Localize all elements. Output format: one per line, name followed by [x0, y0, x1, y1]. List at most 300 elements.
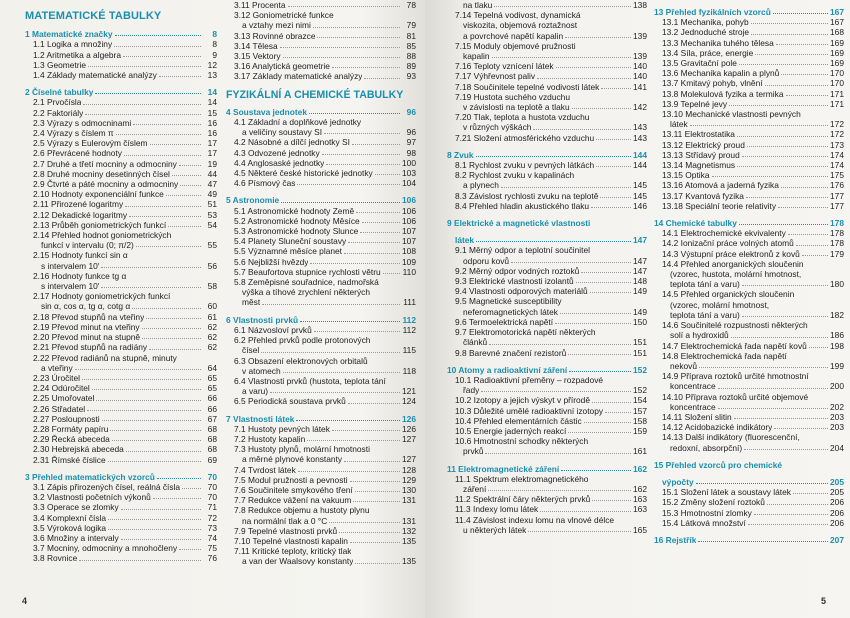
toc-entry[interactable] — [25, 179, 217, 189]
dot-leader — [501, 187, 631, 188]
toc-entry-label: látek — [455, 235, 475, 246]
toc-entry[interactable] — [25, 543, 217, 553]
toc-entry-label: 14.1 Elektrochemické ekvivalenty — [662, 228, 786, 239]
toc-page-number: 177 — [830, 190, 844, 201]
toc-section-heading[interactable] — [226, 107, 416, 117]
toc-page-number: 163 — [633, 494, 647, 505]
toc-entry[interactable] — [654, 228, 844, 238]
toc-entry[interactable] — [25, 332, 217, 342]
toc-entry[interactable] — [654, 371, 844, 381]
dot-leader — [747, 146, 828, 147]
toc-entry[interactable] — [226, 546, 416, 556]
toc-entry[interactable] — [25, 383, 217, 393]
toc-section-heading[interactable] — [654, 477, 844, 487]
toc-entry[interactable] — [447, 266, 647, 276]
toc-entry-label: 11.4 Závislost indexu lomu na vlnové délce — [455, 514, 615, 525]
toc-entry-label: funkcí v intervalu (0; π/2) — [41, 240, 134, 251]
toc-entry[interactable] — [25, 138, 217, 148]
toc-entry[interactable] — [25, 50, 217, 60]
toc-entry-label: 14.10 Příprava roztoků určité objemové — [662, 391, 809, 402]
toc-section-heading[interactable] — [25, 29, 217, 39]
dot-leader — [560, 313, 631, 314]
toc-entry-continuation[interactable] — [654, 279, 844, 289]
toc-entry[interactable] — [654, 140, 844, 150]
toc-entry[interactable] — [447, 112, 647, 122]
toc-entry[interactable] — [447, 92, 647, 102]
toc-entry-label: 2.4 Výrazy s číslem π — [33, 128, 114, 139]
toc-entry[interactable] — [447, 191, 647, 201]
toc-page-number: 147 — [633, 235, 647, 246]
toc-entry[interactable] — [25, 553, 217, 563]
toc-page-number: 127 — [402, 454, 416, 465]
toc-entry[interactable] — [654, 289, 844, 299]
toc-entry[interactable] — [25, 424, 217, 434]
toc-section-heading[interactable] — [654, 7, 844, 17]
toc-page-number: 170 — [830, 68, 844, 79]
toc-entry[interactable] — [447, 276, 647, 286]
toc-section-heading[interactable] — [447, 365, 647, 375]
toc-entry-label: 2.25 Umořovatel — [33, 393, 95, 404]
dot-leader — [492, 57, 631, 58]
toc-entry[interactable] — [226, 168, 416, 178]
toc-entry[interactable] — [226, 61, 416, 71]
toc-entry[interactable] — [654, 38, 844, 48]
toc-entry-label: 6.1 Názvosloví prvků — [234, 324, 312, 335]
toc-entry-continuation[interactable] — [654, 269, 844, 279]
toc-entry[interactable] — [654, 191, 844, 201]
toc-entry-continuation[interactable] — [654, 443, 844, 453]
toc-page-number: 69 — [207, 454, 217, 465]
dot-leader — [383, 273, 400, 274]
toc-section-heading[interactable] — [25, 472, 217, 482]
toc-entry[interactable] — [25, 271, 217, 281]
toc-entry-label: 11.1 Spektrum elektromagnetického — [455, 473, 589, 484]
toc-entry-label: 5.6 Nejbližší hvězdy — [234, 256, 309, 267]
toc-entry-continuation[interactable] — [25, 261, 217, 271]
toc-page-number: 167 — [830, 17, 844, 28]
toc-entry[interactable] — [226, 526, 416, 536]
toc-entry[interactable] — [226, 495, 416, 505]
dot-leader — [123, 56, 201, 57]
toc-entry[interactable] — [25, 108, 217, 118]
toc-entry-continuation[interactable] — [654, 119, 844, 129]
toc-entry[interactable] — [447, 515, 647, 525]
toc-entry[interactable] — [654, 78, 844, 88]
toc-page-number: 66 — [207, 393, 217, 404]
toc-entry[interactable] — [25, 148, 217, 158]
dot-leader — [773, 13, 828, 14]
toc-page-number: 124 — [402, 396, 416, 407]
toc-entry[interactable] — [226, 236, 416, 246]
toc-entry[interactable] — [226, 31, 416, 41]
toc-entry[interactable] — [447, 160, 647, 170]
toc-entry[interactable] — [654, 249, 844, 259]
toc-entry[interactable] — [654, 487, 844, 497]
toc-entry[interactable] — [226, 71, 416, 81]
dot-leader — [300, 321, 400, 322]
toc-entry-continuation[interactable] — [226, 345, 416, 355]
toc-entry[interactable] — [25, 434, 217, 444]
toc-page-number: 143 — [633, 132, 647, 143]
toc-entry[interactable] — [447, 71, 647, 81]
toc-entry-label: 14.7 Elektrochemická řada napětí kovů — [662, 340, 807, 351]
dot-leader — [112, 440, 201, 441]
dot-leader — [329, 522, 400, 523]
toc-entry[interactable] — [654, 129, 844, 139]
toc-entry[interactable] — [447, 348, 647, 358]
toc-entry[interactable] — [447, 170, 647, 180]
dot-leader — [568, 354, 631, 355]
toc-entry-label: 14.3 Výstupní práce elektronů z kovů — [662, 248, 800, 259]
toc-entry-label: 7.4 Tvrdost látek — [234, 464, 296, 475]
toc-entry[interactable] — [226, 10, 416, 20]
toc-section-heading[interactable] — [447, 235, 647, 245]
toc-entry[interactable] — [654, 160, 844, 170]
toc-entry[interactable] — [654, 68, 844, 78]
toc-entry[interactable] — [654, 27, 844, 37]
toc-entry-continuation[interactable] — [226, 556, 416, 566]
toc-entry[interactable] — [226, 117, 416, 127]
toc-entry-continuation[interactable] — [447, 307, 647, 317]
toc-entry[interactable] — [654, 238, 844, 248]
toc-page-number: 175 — [830, 170, 844, 181]
toc-entry[interactable] — [226, 475, 416, 485]
toc-entry[interactable] — [654, 17, 844, 27]
toc-page-number: 85 — [406, 40, 416, 51]
toc-entry[interactable] — [447, 41, 647, 51]
toc-entry[interactable] — [654, 351, 844, 361]
toc-entry-continuation[interactable] — [226, 516, 416, 526]
toc-page-number: 169 — [830, 58, 844, 69]
toc-entry[interactable] — [226, 465, 416, 475]
dot-leader — [809, 347, 828, 348]
toc-entry[interactable] — [447, 327, 647, 337]
toc-entry-continuation[interactable] — [447, 337, 647, 347]
toc-entry[interactable] — [25, 60, 217, 70]
toc-entry[interactable] — [447, 296, 647, 306]
toc-entry-continuation[interactable] — [226, 366, 416, 376]
toc-page-number: 126 — [402, 423, 416, 434]
toc-entry-continuation[interactable] — [226, 297, 416, 307]
toc-entry[interactable] — [226, 434, 416, 444]
toc-entry[interactable] — [447, 436, 647, 446]
toc-entry[interactable] — [226, 267, 416, 277]
toc-entry-continuation[interactable] — [447, 484, 647, 494]
toc-entry-continuation[interactable] — [226, 454, 416, 464]
toc-entry[interactable] — [654, 432, 844, 442]
toc-entry[interactable] — [25, 97, 217, 107]
toc-section-heading[interactable] — [447, 218, 647, 228]
toc-entry[interactable] — [654, 392, 844, 402]
toc-entry[interactable] — [25, 353, 217, 363]
dot-leader — [132, 308, 201, 309]
toc-entry[interactable] — [654, 497, 844, 507]
toc-entry-continuation[interactable] — [25, 363, 217, 373]
toc-entry[interactable] — [654, 320, 844, 330]
dot-leader — [96, 400, 201, 401]
toc-entry[interactable] — [25, 342, 217, 352]
toc-entry-continuation[interactable] — [447, 102, 647, 112]
toc-page-number: 145 — [633, 190, 647, 201]
toc-entry-label: 11.3 Indexy lomu látek — [455, 504, 539, 515]
toc-section-heading[interactable] — [447, 464, 647, 474]
toc-entry-continuation[interactable] — [654, 361, 844, 371]
toc-entry-label: 14.11 Složení slitin — [662, 411, 732, 422]
dot-leader — [600, 197, 631, 198]
toc-page-number: 70 — [207, 481, 217, 492]
toc-entry[interactable] — [447, 406, 647, 416]
dot-leader — [172, 175, 201, 176]
toc-entry[interactable] — [654, 518, 844, 528]
toc-entry[interactable] — [25, 169, 217, 179]
toc-entry[interactable] — [447, 133, 647, 143]
page-number: 4 — [22, 596, 28, 606]
toc-page-number: 100 — [402, 157, 416, 168]
toc-page-number: 147 — [633, 255, 647, 266]
toc-entry[interactable] — [447, 317, 647, 327]
toc-page-number: 150 — [633, 316, 647, 327]
toc-entry[interactable] — [25, 482, 217, 492]
toc-entry-label: 2.6 Převrácené hodnoty — [33, 148, 122, 159]
toc-entry[interactable] — [654, 89, 844, 99]
toc-entry-continuation[interactable] — [447, 20, 647, 30]
dot-leader — [605, 412, 631, 413]
toc-entry-label: 2.31 Římské číslice — [33, 454, 106, 465]
toc-entry-label: 6.3 Obsazení elektronových orbitalů — [234, 355, 368, 366]
toc-entry[interactable] — [447, 395, 647, 405]
toc-entry[interactable] — [25, 322, 217, 332]
toc-entry[interactable] — [447, 504, 647, 514]
toc-section-heading[interactable] — [654, 460, 844, 470]
toc-entry[interactable] — [25, 312, 217, 322]
toc-entry[interactable] — [226, 335, 416, 345]
toc-entry[interactable] — [654, 109, 844, 119]
toc-page-number: 163 — [633, 504, 647, 515]
toc-entry[interactable] — [25, 533, 217, 543]
toc-entry[interactable] — [226, 51, 416, 61]
toc-entry-continuation[interactable] — [447, 256, 647, 266]
toc-entry-label: 2.13 Průběh goniometrických funkcí — [33, 219, 167, 230]
toc-entry[interactable] — [447, 10, 647, 20]
toc-entry-continuation[interactable] — [654, 402, 844, 412]
toc-entry-label: 14.13 Další indikátory (fluorescenční, — [662, 432, 800, 443]
toc-entry[interactable] — [654, 48, 844, 58]
toc-section-heading[interactable] — [226, 414, 416, 424]
toc-entry[interactable] — [25, 220, 217, 230]
toc-entry[interactable] — [226, 536, 416, 546]
toc-section-heading[interactable] — [226, 195, 416, 205]
toc-entry[interactable] — [25, 291, 217, 301]
toc-entry[interactable] — [25, 39, 217, 49]
toc-entry[interactable] — [654, 508, 844, 518]
toc-section-heading[interactable] — [654, 218, 844, 228]
toc-entry-continuation[interactable] — [226, 287, 416, 297]
toc-entry-continuation[interactable] — [226, 20, 416, 30]
toc-entry[interactable] — [226, 444, 416, 454]
toc-entry[interactable] — [226, 137, 416, 147]
toc-entry-continuation[interactable] — [447, 525, 647, 535]
toc-entry[interactable] — [226, 216, 416, 226]
toc-entry-label: 3.13 Rovinné obrazce — [234, 30, 316, 41]
toc-page-number: 141 — [633, 81, 647, 92]
toc-entry[interactable] — [226, 226, 416, 236]
toc-entry[interactable] — [447, 416, 647, 426]
toc-page-number: 61 — [207, 311, 217, 322]
toc-entry[interactable] — [447, 82, 647, 92]
toc-entry[interactable] — [447, 245, 647, 255]
toc-entry-continuation[interactable] — [654, 310, 844, 320]
toc-entry[interactable] — [25, 373, 217, 383]
toc-entry-label: 7.1 Hustoty pevných látek — [234, 423, 330, 434]
toc-list — [447, 0, 647, 535]
toc-entry[interactable] — [25, 455, 217, 465]
toc-page-number: 103 — [402, 168, 416, 179]
toc-entry[interactable] — [25, 414, 217, 424]
dot-leader — [344, 461, 400, 462]
toc-entry[interactable] — [226, 148, 416, 158]
toc-entry[interactable] — [447, 201, 647, 211]
toc-page-number: 104 — [402, 178, 416, 189]
dot-leader — [485, 453, 631, 454]
toc-entry[interactable] — [25, 250, 217, 260]
toc-entry-continuation[interactable] — [226, 386, 416, 396]
toc-entry-label: 14.2 Ionizační práce volných atomů — [662, 238, 794, 249]
toc-entry-continuation[interactable] — [654, 300, 844, 310]
toc-entry[interactable] — [226, 41, 416, 51]
toc-entry[interactable] — [226, 277, 416, 287]
toc-entry[interactable] — [654, 259, 844, 269]
toc-entry[interactable] — [25, 159, 217, 169]
toc-entry-label: 3.17 Základy matematické analýzy — [234, 71, 363, 82]
right-page — [425, 0, 850, 618]
toc-entry[interactable] — [654, 341, 844, 351]
toc-entry[interactable] — [25, 189, 217, 199]
toc-entry[interactable] — [447, 286, 647, 296]
dot-leader — [280, 47, 400, 48]
toc-entry[interactable] — [447, 61, 647, 71]
toc-entry-continuation[interactable] — [447, 446, 647, 456]
toc-page-number: 179 — [830, 248, 844, 259]
toc-entry-label: 8.1 Rychlost zvuku v pevných látkách — [455, 160, 595, 171]
dot-leader — [729, 105, 828, 106]
toc-entry[interactable] — [25, 118, 217, 128]
toc-entry[interactable] — [25, 210, 217, 220]
dot-leader — [126, 451, 201, 452]
toc-entry[interactable] — [226, 325, 416, 335]
toc-entry[interactable] — [447, 494, 647, 504]
toc-page-number: 126 — [402, 413, 416, 424]
toc-entry-label: 13.10 Mechanické vlastnosti pevných — [662, 109, 801, 120]
toc-entry[interactable] — [25, 128, 217, 138]
toc-entry-label: 7.10 Tepelné vlastnosti kapalin — [234, 535, 348, 546]
toc-page-number: 115 — [402, 345, 416, 356]
toc-entry-continuation[interactable] — [25, 240, 217, 250]
dot-leader — [332, 430, 400, 431]
toc-page-number: 174 — [830, 160, 844, 171]
toc-entry[interactable] — [447, 426, 647, 436]
toc-entry[interactable] — [25, 393, 217, 403]
toc-entry-label: 2.9 Čtvrté a páté mocniny a odmocniny — [33, 179, 179, 190]
dot-leader — [375, 174, 400, 175]
toc-entry[interactable] — [654, 422, 844, 432]
toc-entry[interactable] — [226, 178, 416, 188]
toc-entry[interactable] — [25, 492, 217, 502]
toc-entry[interactable] — [654, 201, 844, 211]
toc-entry[interactable] — [654, 58, 844, 68]
toc-section-heading[interactable] — [25, 87, 217, 97]
toc-entry[interactable] — [447, 375, 647, 385]
toc-entry[interactable] — [654, 99, 844, 109]
toc-entry[interactable] — [226, 376, 416, 386]
toc-entry[interactable] — [226, 246, 416, 256]
dot-leader — [584, 422, 631, 423]
toc-entry[interactable] — [25, 513, 217, 523]
toc-entry[interactable] — [226, 356, 416, 366]
toc-entry-continuation[interactable] — [447, 0, 647, 10]
dot-leader — [129, 216, 201, 217]
toc-entry-continuation[interactable] — [654, 381, 844, 391]
toc-entry[interactable] — [226, 424, 416, 434]
dot-leader — [288, 6, 400, 7]
toc-entry-continuation[interactable] — [654, 330, 844, 340]
toc-entry-continuation[interactable] — [447, 51, 647, 61]
toc-section-heading[interactable] — [447, 150, 647, 160]
toc-entry-label: 9.4 Vlastnosti odporových materiálů — [455, 286, 588, 297]
toc-entry[interactable] — [226, 485, 416, 495]
toc-section-heading[interactable] — [226, 315, 416, 325]
dot-leader — [110, 430, 201, 431]
toc-entry[interactable] — [25, 404, 217, 414]
toc-entry[interactable] — [226, 0, 416, 10]
dot-leader — [592, 500, 631, 501]
toc-entry-continuation[interactable] — [447, 385, 647, 395]
toc-page-number: 70 — [207, 492, 217, 503]
toc-page-number: 165 — [633, 524, 647, 535]
dot-leader — [540, 511, 631, 512]
toc-entry-label: řady — [463, 385, 480, 396]
toc-entry[interactable] — [226, 158, 416, 168]
toc-entry[interactable] — [447, 474, 647, 484]
toc-entry-continuation[interactable] — [447, 31, 647, 41]
toc-entry[interactable] — [25, 199, 217, 209]
toc-entry[interactable] — [25, 230, 217, 240]
toc-section-heading[interactable] — [654, 535, 844, 545]
toc-entry[interactable] — [226, 257, 416, 267]
toc-entry[interactable] — [226, 206, 416, 216]
toc-entry-continuation[interactable] — [447, 122, 647, 132]
toc-entry-continuation[interactable] — [25, 301, 217, 311]
toc-entry[interactable] — [25, 444, 217, 454]
dot-leader — [142, 338, 201, 339]
toc-entry[interactable] — [25, 70, 217, 80]
toc-entry[interactable] — [226, 505, 416, 515]
toc-entry[interactable] — [226, 396, 416, 406]
toc-entry-continuation[interactable] — [226, 127, 416, 137]
toc-entry[interactable] — [654, 180, 844, 190]
toc-entry-continuation[interactable] — [25, 281, 217, 291]
toc-entry[interactable] — [25, 523, 217, 533]
toc-entry-label: 15.3 Hmotnostní zlomky — [662, 507, 752, 518]
toc-entry[interactable] — [25, 502, 217, 512]
toc-entry[interactable] — [654, 412, 844, 422]
toc-page-number: 169 — [830, 47, 844, 58]
dot-leader — [298, 471, 400, 472]
toc-entry[interactable] — [654, 170, 844, 180]
toc-entry[interactable] — [654, 150, 844, 160]
toc-page-number: 140 — [633, 71, 647, 82]
toc-entry-continuation[interactable] — [447, 180, 647, 190]
dot-leader — [339, 532, 400, 533]
